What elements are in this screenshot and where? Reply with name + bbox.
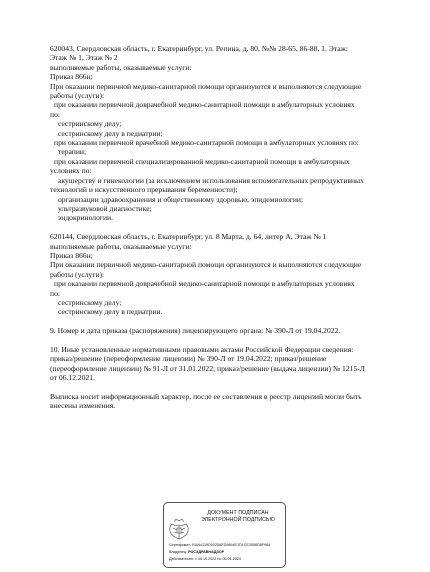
paragraph-gap bbox=[50, 317, 395, 326]
document-body bbox=[50, 44, 395, 411]
document-line: Выписка носит информационный характер, после ее составления в реестр лицензий могли быть bbox=[50, 391, 362, 401]
paragraph-gap bbox=[50, 336, 395, 345]
document-line: При оказании первичной медико-санитарной помощи организуются и выполняются следующие bbox=[50, 260, 362, 270]
stamp-validity-label: Действителен: bbox=[169, 557, 194, 561]
document-line: внесены изменения. bbox=[50, 401, 116, 411]
document-line: сестринскому делу; bbox=[58, 119, 122, 129]
document-line: 9. Номер и дата приказа (распоряжения) лицензирующего органа: № 390-Л от 19.04.2022. bbox=[50, 326, 341, 336]
document-line: при оказании первичной доврачебной медико-санитарной помощи в амбулаторных условиях bbox=[54, 100, 355, 110]
document-line: выполняемые работы, оказываемые услуги: bbox=[50, 62, 192, 72]
stamp-title bbox=[192, 510, 284, 523]
document-line: Этаж № 1, Этаж № 2 bbox=[50, 53, 118, 63]
document-line: 620043, Свердловская область, г. Екатеринбург, ул. Репина, д. 80, №№ 28-65, 86-88, 1. Этаж: bbox=[50, 44, 348, 53]
stamp-certificate-info bbox=[169, 542, 285, 563]
document-line: условиях по: bbox=[50, 166, 92, 176]
paragraph-gap bbox=[50, 383, 395, 392]
document-line: акушерству и гинекологии (за исключением использования вспомогательных репродуктивных bbox=[58, 175, 364, 185]
document-line: 620144, Свердловская область, г. Екатеринбург, ул. 8 Марта, д. 64, литер А, Этаж № 1 bbox=[50, 232, 327, 242]
document-line: выполняемые работы, оказываемые услуги: bbox=[50, 241, 192, 251]
document-line: (переоформление лицензии) № 91-Л от 31.01.2022; приказ/решение (выдача лицензии) № 1215-Л bbox=[50, 363, 365, 373]
stamp-owner-label: Владелец: bbox=[169, 550, 188, 554]
stamp-title-line-2: ЭЛЕКТРОННОЙ ПОДПИСЬЮ bbox=[201, 516, 275, 523]
document-line: Приказ 866н; bbox=[50, 72, 93, 82]
stamp-certificate-row bbox=[169, 542, 285, 549]
document-line: терапии; bbox=[58, 147, 87, 157]
paragraph-gap bbox=[50, 223, 395, 232]
document-line: сестринскому делу в педиатрии; bbox=[58, 128, 163, 138]
coat-of-arms-emblem bbox=[168, 516, 190, 542]
document-line: эндокринологии. bbox=[58, 213, 114, 223]
document-line: Приказ 866н; bbox=[50, 250, 93, 260]
document-line: по: bbox=[50, 109, 60, 119]
stamp-validity-row bbox=[169, 556, 285, 563]
stamp-owner-row bbox=[169, 549, 285, 556]
document-line: при оказании первичной доврачебной медико-санитарной помощи в амбулаторных условиях bbox=[54, 279, 355, 289]
document-line: при оказании первичной врачебной медико-санитарной помощи в амбулаторных условиях по: bbox=[54, 138, 359, 148]
document-line: 10. Иные установленные нормативными правовыми актами Российской Федерации сведения: bbox=[50, 344, 354, 354]
document-line: ультразвуковой диагностике; bbox=[58, 203, 152, 213]
document-line: При оказании первичной медико-санитарной помощи организуются и выполняются следующие bbox=[50, 81, 362, 91]
stamp-owner-value: РОСЗДРАВНАДЗОР bbox=[188, 550, 225, 554]
document-line: работы (услуги): bbox=[50, 91, 105, 101]
document-line: приказ/решение (переоформление лицензии) № 390-Л от 19.04.2022; приказ/решение bbox=[50, 354, 327, 364]
document-line: организации здравоохранения и общественному здоровью, эпидемиологии; bbox=[58, 194, 304, 204]
document-line: от 06.12.2021. bbox=[50, 373, 95, 383]
stamp-title-line-1: ДОКУМЕНТ ПОДПИСАН bbox=[207, 510, 269, 516]
document-line: технологий и искусственного прерывания беременности); bbox=[50, 185, 238, 195]
stamp-certificate-value: 01644119D0025AFD9894E1D1CE3058D8F984 bbox=[191, 543, 271, 547]
document-line: работы (услуги): bbox=[50, 269, 105, 279]
document-line: сестринскому делу; bbox=[58, 297, 122, 307]
stamp-certificate-label: Сертификат: bbox=[169, 543, 191, 547]
document-line: при оказании первичной специализированной медико-санитарной помощи в амбулаторных bbox=[54, 156, 350, 166]
document-line: по: bbox=[50, 288, 60, 298]
electronic-signature-stamp bbox=[163, 502, 286, 568]
document-line: сестринскому делу в педиатрии. bbox=[58, 307, 163, 317]
stamp-validity-value: с 05.10.2022 по 05.01.2024 bbox=[195, 557, 241, 561]
